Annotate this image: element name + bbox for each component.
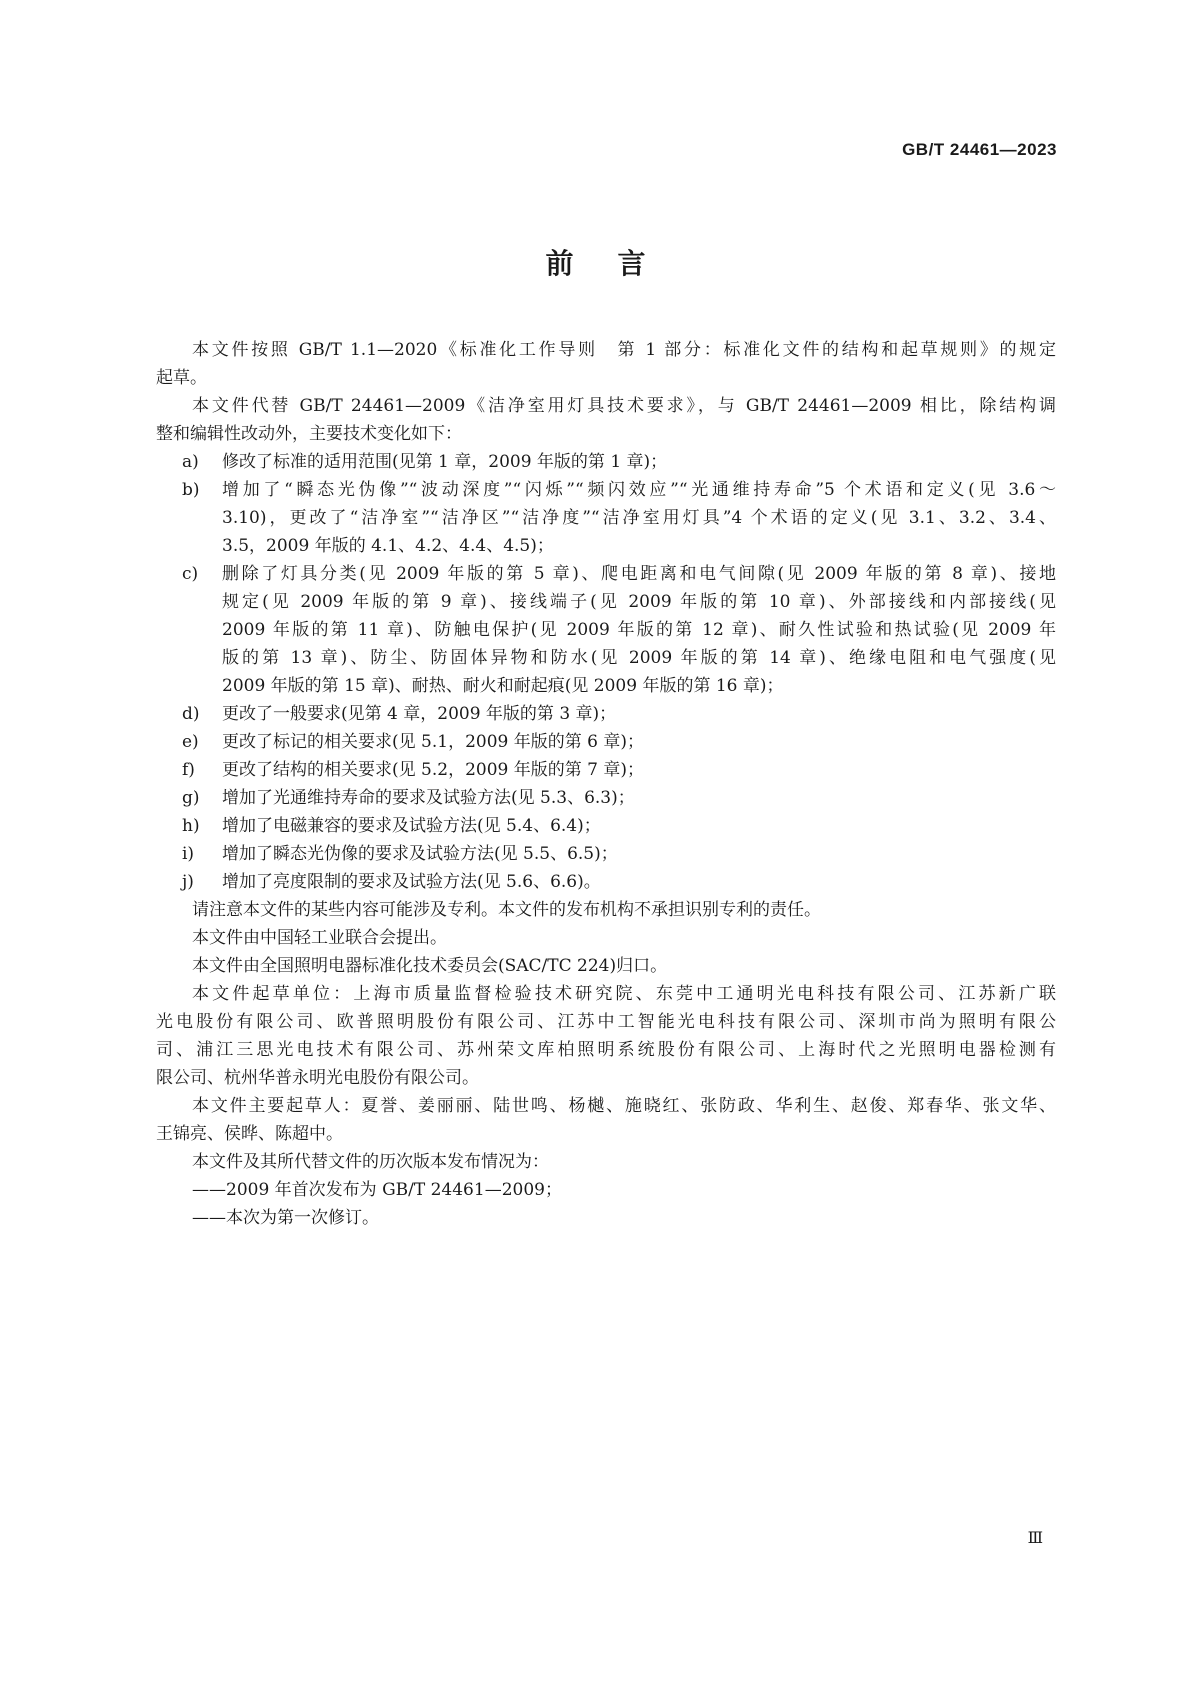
list-item-continuation: 3.10)，更改了“洁净室”“洁净区”“洁净度”“洁净室用灯具”4 个术语的定义(见 3.1、3.2、3.4、 <box>222 508 1056 528</box>
list-item-continuation: 规定(见 2009 年版的第 9 章)、接线端子(见 2009 年版的第 10 章)、外部接线和内部接线(见 <box>222 592 1056 612</box>
list-item: c) 删除了灯具分类(见 2009 年版的第 5 章)、爬电距离和电气间隙(见 2009 年版的第 8 章)、接地 <box>182 564 1056 584</box>
foreword-body <box>156 336 1056 1232</box>
history-item: ——本次为第一次修订。 <box>192 1208 379 1228</box>
list-item-continuation: 2009 年版的第 11 章)、防触电保护(见 2009 年版的第 12 章)、耐久性试验和热试验(见 2009 年 <box>222 620 1056 640</box>
drafters-line: 本文件主要起草人：夏誉、姜丽丽、陆世鸣、杨樾、施晓红、张防政、华利生、赵俊、郑春华、张文华、 <box>192 1096 1056 1116</box>
paragraph-line: 本文件按照 GB/T 1.1—2020《标准化工作导则 第 1 部分：标准化文件的结构和起草规则》的规定 <box>192 340 1056 360</box>
list-item: d) 更改了一般要求(见第 4 章，2009 年版的第 3 章)； <box>182 704 617 724</box>
list-item: i) 增加了瞬态光伪像的要求及试验方法(见 5.5、6.5)； <box>182 844 618 864</box>
history-intro: 本文件及其所代替文件的历次版本发布情况为： <box>192 1152 549 1172</box>
page-title: 前言 <box>545 247 690 280</box>
list-item: g) 增加了光通维持寿命的要求及试验方法(见 5.3、6.3)； <box>182 788 635 808</box>
list-item-continuation: 3.5，2009 年版的 4.1、4.2、4.4、4.5)； <box>222 536 554 556</box>
list-item: b) 增加了“瞬态光伪像”“波动深度”“闪烁”“频闪效应”“光通维持寿命”5 个术语和定义(见 3.6～ <box>182 480 1056 500</box>
list-item: h) 增加了电磁兼容的要求及试验方法(见 5.4、6.4)； <box>182 816 601 836</box>
patent-notice: 请注意本文件的某些内容可能涉及专利。本文件的发布机构不承担识别专利的责任。 <box>192 900 821 920</box>
drafting-orgs-line: 司、浦江三思光电技术有限公司、苏州荣文库柏照明系统股份有限公司、上海时代之光照明电器检测有 <box>156 1040 1056 1060</box>
proposed-by: 本文件由中国轻工业联合会提出。 <box>192 928 447 948</box>
list-item: j) 增加了亮度限制的要求及试验方法(见 5.6、6.6)。 <box>182 872 601 892</box>
list-item: e) 更改了标记的相关要求(见 5.1，2009 年版的第 6 章)； <box>182 732 644 752</box>
drafting-orgs-line: 限公司、杭州华普永明光电股份有限公司。 <box>156 1068 479 1088</box>
history-item: ——2009 年首次发布为 GB/T 24461—2009； <box>192 1180 562 1200</box>
list-item-continuation: 2009 年版的第 15 章)、耐热、耐火和耐起痕(见 2009 年版的第 16 章)； <box>222 676 784 696</box>
paragraph-line: 整和编辑性改动外，主要技术变化如下： <box>156 424 462 444</box>
drafting-orgs-line: 本文件起草单位：上海市质量监督检验技术研究院、东莞中工通明光电科技有限公司、江苏新广联 <box>192 984 1056 1004</box>
page-number: Ⅲ <box>1027 1528 1043 1547</box>
paragraph-line: 起草。 <box>156 368 207 388</box>
list-item: a) 修改了标准的适用范围(见第 1 章，2009 年版的第 1 章)； <box>182 452 668 472</box>
paragraph-line: 本文件代替 GB/T 24461—2009《洁净室用灯具技术要求》，与 GB/T 24461—2009 相比，除结构调 <box>192 396 1056 416</box>
document-code: GB/T 24461—2023 <box>902 140 1057 159</box>
list-item-continuation: 版的第 13 章)、防尘、防固体异物和防水(见 2009 年版的第 14 章)、绝缘电阻和电气强度(见 <box>222 648 1056 668</box>
drafting-orgs-line: 光电股份有限公司、欧普照明股份有限公司、江苏中工智能光电科技有限公司、深圳市尚为照明有限公 <box>156 1012 1056 1032</box>
list-item: f) 更改了结构的相关要求(见 5.2，2009 年版的第 7 章)； <box>182 760 644 780</box>
centralized-by: 本文件由全国照明电器标准化技术委员会(SAC/TC 224)归口。 <box>192 956 668 976</box>
drafters-line: 王锦亮、侯晔、陈超中。 <box>156 1124 343 1144</box>
